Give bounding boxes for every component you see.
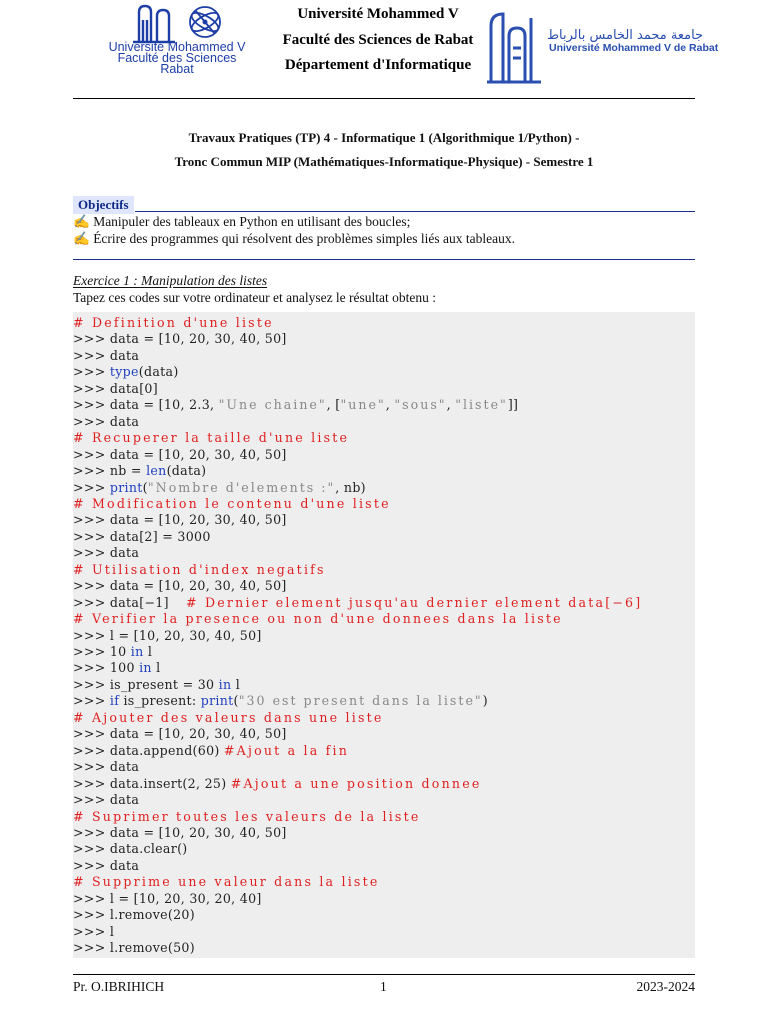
objectives-top-rule — [135, 211, 695, 212]
footer-page-number: 1 — [380, 979, 387, 994]
exercise-title: Exercice 1 : Manipulation des listes — [73, 273, 268, 288]
institution-lines — [269, 2, 487, 79]
code-string: "Une chaine" — [218, 397, 327, 413]
code-line — [73, 660, 161, 676]
code-line — [73, 414, 139, 430]
code-text: l — [231, 676, 241, 692]
code-string: "30 est present dans la liste" — [238, 693, 483, 709]
objectives-bottom-rule — [73, 259, 695, 260]
code-line — [73, 397, 518, 413]
code-string: "une" — [340, 397, 386, 413]
code-line — [73, 430, 349, 446]
code-text: l — [143, 644, 153, 659]
code-text: , nb) — [335, 479, 366, 495]
code-comment: #Ajout a la fin — [223, 742, 350, 758]
footer-year: 2023-2024 — [636, 979, 695, 994]
code-keyword: print — [109, 479, 143, 495]
code-line — [73, 628, 262, 644]
code-text: >>> data = [10, 20, 30, 40, 50] — [73, 446, 287, 462]
university-logo-emblem — [483, 6, 547, 86]
caption-line: Faculté des Sciences — [117, 51, 237, 65]
objectives-list — [73, 213, 515, 247]
code-line — [73, 463, 206, 479]
code-line — [73, 841, 188, 857]
code-line — [73, 874, 380, 890]
objective-text: Manipuler des tableaux en Python en utilisant des boucles; — [93, 214, 411, 229]
code-comment: # Dernier element jusqu'au dernier element data[−6] — [186, 594, 643, 610]
code-line — [73, 331, 287, 347]
code-line — [73, 348, 139, 364]
code-keyword: in — [139, 660, 152, 676]
code-line — [73, 529, 211, 545]
code-text: ( — [233, 693, 239, 709]
objectives-label: Objectifs — [73, 196, 134, 214]
university-logo-french: Université Mohammed V de Rabat — [549, 42, 719, 54]
code-comment: # Supprime une valeur dans la liste — [73, 874, 380, 890]
objective-item — [73, 213, 515, 230]
university-name: Université Mohammed V — [297, 6, 459, 22]
code-text: >>> data[0] — [73, 380, 158, 396]
code-keyword: len — [146, 463, 167, 479]
tp-title-line-2: Tronc Commun MIP (Mathématiques-Informatique-Physique) - Semestre 1 — [174, 154, 594, 169]
code-line — [73, 595, 642, 611]
code-comment: # Recuperer la taille d'une liste — [73, 430, 350, 446]
caption-line: Université Mohammed V — [108, 40, 246, 54]
page-header — [73, 0, 719, 96]
code-line — [73, 726, 287, 742]
footer-divider — [73, 974, 695, 975]
code-text: is_present: — [119, 693, 201, 709]
code-line — [73, 480, 366, 496]
caption-line: Rabat — [160, 62, 194, 76]
code-text: ) — [482, 693, 488, 709]
code-keyword: print — [200, 693, 234, 709]
code-line — [73, 907, 195, 923]
code-listing — [73, 312, 695, 958]
code-text: ( — [142, 479, 148, 495]
code-line — [73, 693, 488, 709]
code-line — [73, 381, 158, 397]
code-line — [73, 776, 482, 792]
objective-text: Écrire des programmes qui résolvent des problèmes simples liés aux tableaux. — [93, 231, 515, 246]
faculty-logo-caption — [87, 42, 267, 75]
code-text: >>> l.remove(50) — [73, 940, 195, 956]
code-line — [73, 677, 240, 693]
code-string: "Nombre d'elements :" — [147, 479, 336, 495]
faculty-logo — [87, 2, 267, 88]
code-text: l — [151, 660, 161, 676]
code-string: "liste" — [455, 397, 508, 413]
code-text: >>> data — [73, 347, 140, 363]
code-text: (data) — [166, 463, 207, 479]
code-text: >>> — [73, 693, 110, 709]
code-text: >>> data = [10, 20, 30, 40, 50] — [73, 726, 287, 742]
writing-hand-icon: ✍ — [73, 231, 90, 246]
code-text: >>> — [73, 364, 110, 380]
code-text: >>> l.remove(20) — [73, 907, 195, 923]
code-line — [73, 743, 349, 759]
code-text: >>> data.clear() — [73, 841, 188, 857]
code-line — [73, 858, 139, 874]
code-text: >>> data = [10, 20, 30, 40, 50] — [73, 331, 287, 347]
code-text: >>> — [73, 479, 110, 495]
code-keyword: in — [130, 644, 144, 659]
code-line — [73, 315, 274, 331]
code-text: >>> data — [73, 857, 140, 873]
code-text: >>> data = [10, 20, 30, 40, 50] — [73, 824, 287, 840]
university-logo — [483, 6, 719, 86]
code-line — [73, 710, 384, 726]
code-text: >>> data.append(60) — [73, 742, 224, 758]
code-text: >>> nb = — [73, 463, 147, 479]
code-text: , [ — [326, 397, 341, 413]
footer-author: Pr. O.IBRIHICH — [73, 979, 165, 994]
code-text: , — [385, 397, 395, 413]
code-line — [73, 644, 152, 660]
code-line — [73, 545, 139, 561]
code-string: "sous" — [394, 397, 447, 413]
code-text: >>> data.insert(2, 25) — [73, 775, 231, 791]
objective-item — [73, 230, 515, 247]
code-line — [73, 759, 139, 775]
code-line — [73, 578, 287, 594]
tp-title-line-1: Travaux Pratiques (TP) 4 - Informatique 1 (Algorithmique 1/Python) - — [188, 130, 580, 145]
code-line — [73, 891, 262, 907]
university-logo-arabic: جامعة محمد الخامس بالرباط — [547, 28, 704, 43]
code-line — [73, 447, 287, 463]
code-line — [73, 562, 326, 578]
code-text: >>> data[−1] — [73, 594, 187, 610]
code-text: >>> l = [10, 20, 30, 20, 40] — [73, 890, 262, 906]
code-text: (data) — [138, 364, 179, 380]
code-line — [73, 364, 179, 380]
code-text: >>> data = [10, 20, 30, 40, 50] — [73, 578, 287, 594]
code-text: >>> l — [73, 923, 115, 939]
code-text: >>> l = [10, 20, 30, 40, 50] — [73, 627, 262, 643]
code-text: , — [446, 397, 456, 413]
code-comment: # Utilisation d'index negatifs — [73, 561, 326, 577]
writing-hand-icon: ✍ — [73, 214, 90, 229]
code-text: >>> 10 — [73, 644, 131, 659]
code-text: >>> is_present = 30 — [73, 676, 219, 692]
code-comment: # Ajouter des valeurs dans une liste — [73, 709, 384, 725]
code-line — [73, 924, 114, 940]
code-text: >>> data[2] = 3000 — [73, 528, 211, 544]
code-keyword: in — [218, 676, 232, 692]
code-line — [73, 611, 563, 627]
code-text: >>> data — [73, 545, 140, 561]
code-line — [73, 809, 421, 825]
code-comment: # Modification le contenu d'une liste — [73, 495, 391, 511]
faculty-name: Faculté des Sciences de Rabat — [282, 31, 474, 48]
code-comment: # Suprimer toutes les valeurs de la liste — [73, 808, 421, 824]
code-line — [73, 792, 139, 808]
code-text: >>> data — [73, 413, 140, 429]
code-text: >>> data — [73, 792, 140, 808]
code-keyword: if — [109, 693, 120, 709]
code-line — [73, 512, 287, 528]
exercise-intro: Tapez ces codes sur votre ordinateur et analysez le résultat obtenu : — [73, 290, 437, 305]
code-text: >>> data = [10, 20, 30, 40, 50] — [73, 512, 287, 528]
code-text: >>> data — [73, 759, 140, 775]
code-text: >>> 100 — [73, 660, 140, 676]
code-line — [73, 496, 391, 512]
code-comment: # Verifier la presence ou non d'une donnees dans la liste — [73, 611, 563, 627]
code-keyword: type — [109, 364, 139, 380]
header-divider — [73, 98, 695, 99]
code-line — [73, 825, 287, 841]
code-line — [73, 940, 195, 956]
department-name: Département d'Informatique — [284, 57, 472, 73]
code-text: >>> data = [10, 2.3, — [73, 397, 219, 413]
code-comment: # Definition d'une liste — [73, 315, 274, 330]
code-text: ]] — [507, 397, 519, 413]
code-comment: #Ajout a une position donnee — [230, 775, 482, 791]
